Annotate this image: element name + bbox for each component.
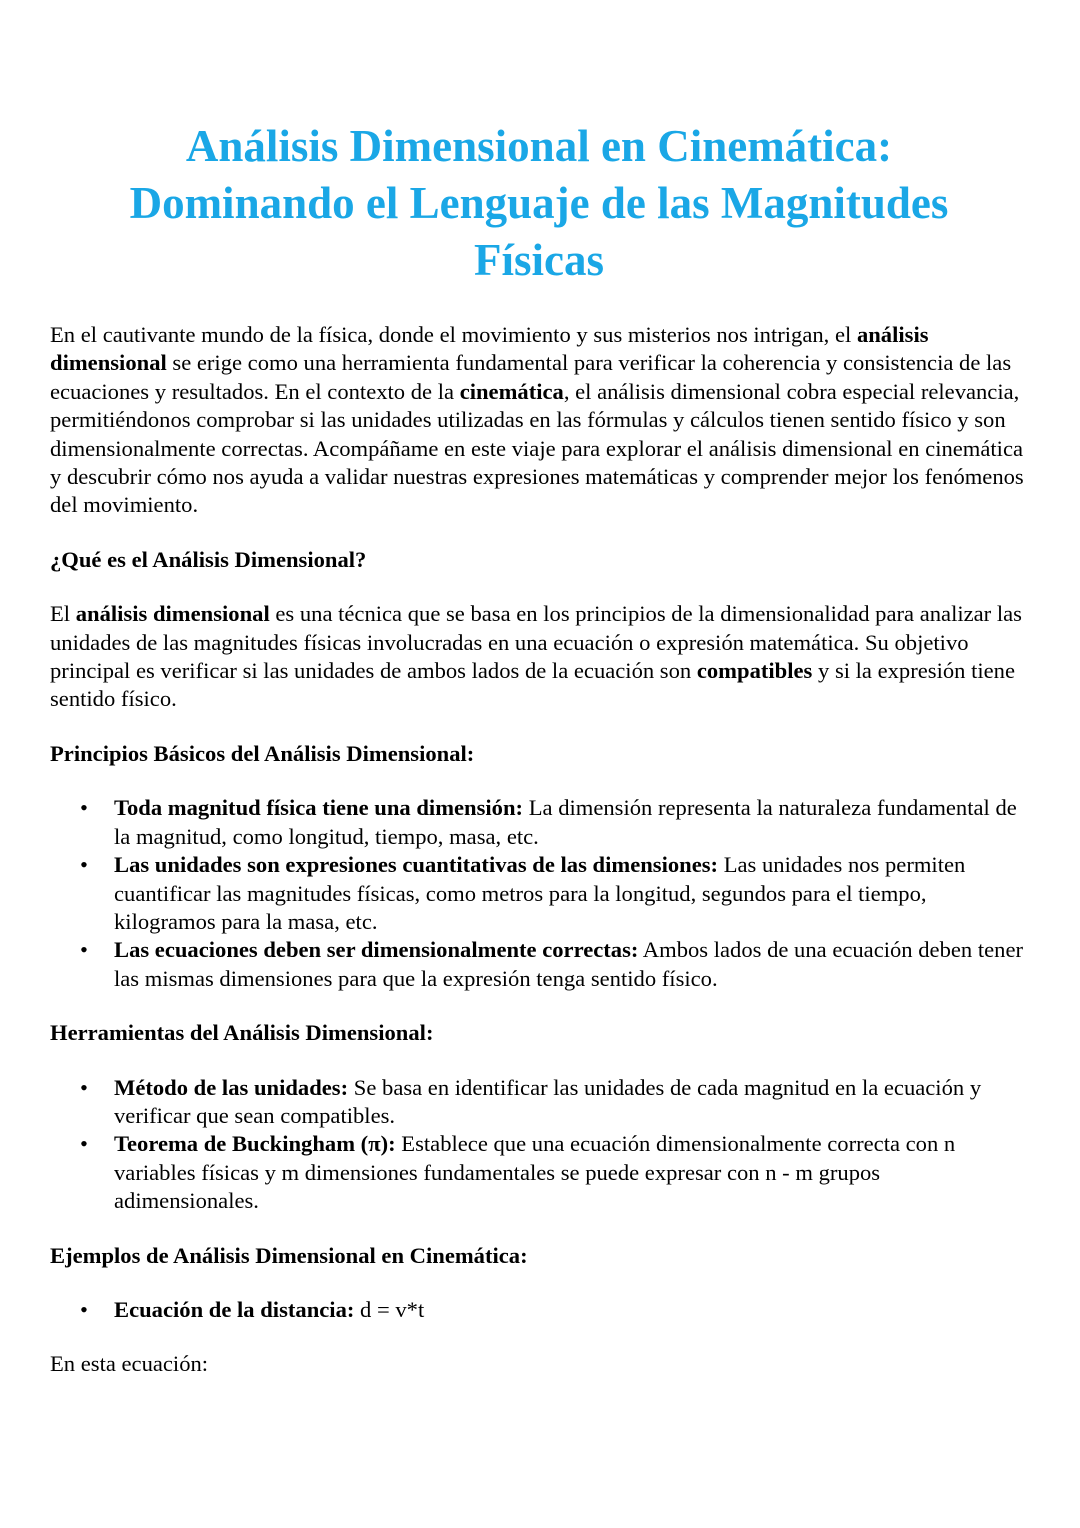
list-item-text: d = v*t xyxy=(354,1296,425,1322)
what-paragraph xyxy=(50,600,1028,714)
list-item-bold: Ecuación de la distancia: xyxy=(114,1296,355,1322)
examples-list xyxy=(50,1296,1028,1324)
closing-paragraph: En esta ecuación: xyxy=(50,1351,209,1377)
bullet-icon: • xyxy=(80,937,88,963)
page-title xyxy=(50,118,1028,289)
bullet-icon: • xyxy=(80,852,88,878)
section-heading-what: ¿Qué es el Análisis Dimensional? xyxy=(50,546,367,572)
what-text-1: El xyxy=(50,601,76,627)
principles-list xyxy=(50,794,1028,993)
list-item-bold: Teorema de Buckingham (π): xyxy=(114,1131,396,1157)
what-text-2: es una técnica que se basa en los principios de la dimensionalidad para analizar las unidades de las magnitudes físicas involucradas en una ecuación o expresión matemática. Su objetivo principal es verificar si las unidades de ambos lados de la ecuación son xyxy=(50,601,1022,684)
list-item xyxy=(50,1130,1028,1215)
what-text-3: y si la expresión tiene sentido físico. xyxy=(50,658,1016,712)
list-item-bold: Método de las unidades: xyxy=(114,1074,349,1100)
list-item xyxy=(50,851,1028,936)
list-item-bold: Toda magnitud física tiene una dimensión: xyxy=(114,795,524,821)
list-item xyxy=(50,794,1028,851)
section-heading-tools: Herramientas del Análisis Dimensional: xyxy=(50,1020,434,1046)
list-item-bold: Las unidades son expresiones cuantitativas de las dimensiones: xyxy=(114,852,719,878)
tools-list xyxy=(50,1074,1028,1216)
intro-text-1: En el cautivante mundo de la física, donde el movimiento y sus misterios nos intrigan, el xyxy=(50,322,857,347)
list-item-bold: Las ecuaciones deben ser dimensionalmente correctas: xyxy=(114,937,639,963)
list-item xyxy=(50,1074,1028,1131)
section-heading-principles: Principios Básicos del Análisis Dimensional: xyxy=(50,740,475,766)
list-item-text: La dimensión representa la naturaleza fundamental de la magnitud, como longitud, tiempo, masa, etc. xyxy=(114,795,1017,849)
bullet-icon: • xyxy=(80,1131,88,1157)
bullet-icon: • xyxy=(80,795,88,821)
section-heading-examples: Ejemplos de Análisis Dimensional en Cinemática: xyxy=(50,1242,528,1268)
title-line-3: Físicas xyxy=(474,235,604,285)
bullet-icon: • xyxy=(80,1296,88,1322)
bullet-icon: • xyxy=(80,1074,88,1100)
list-item-text: Ambos lados de una ecuación deben tener las mismas dimensiones para que la expresión tenga sentido físico. xyxy=(114,937,1023,991)
list-item xyxy=(50,1296,1028,1324)
what-bold-2: compatibles xyxy=(696,658,813,684)
title-line-2: Dominando el Lenguaje de las Magnitudes xyxy=(129,178,949,228)
intro-text-3: , el análisis dimensional cobra especial relevancia, permitiéndonos comprobar si las unidades utilizadas en las fórmulas y cálculos tienen sentido físico y son dimensionalmente correctas. Acompáñame en este viaje para explorar el análisis dimensional en cinemática y descubrir cómo nos ayuda a validar nuestras expresiones matemáticas y comprender mejor los fenómenos del movimiento. xyxy=(50,378,1024,518)
list-item-text: Establece que una ecuación dimensionalmente correcta con n variables físicas y m dimensiones fundamentales se puede expresar con n - m grupos adimensionales. xyxy=(114,1131,956,1214)
intro-bold-2: cinemática xyxy=(459,378,564,404)
title-line-1: Análisis Dimensional en Cinemática: xyxy=(185,121,893,171)
list-item xyxy=(50,936,1028,993)
intro-paragraph xyxy=(50,321,1028,520)
intro-bold-1: análisis dimensional xyxy=(50,322,929,376)
intro-text-2: se erige como una herramienta fundamental para verificar la coherencia y consistencia de las ecuaciones y resultados. En el contexto de la xyxy=(50,350,1012,404)
list-item-text: Se basa en identificar las unidades de cada magnitud en la ecuación y verificar que sean compatibles. xyxy=(114,1074,982,1128)
what-bold-1: análisis dimensional xyxy=(75,601,270,627)
list-item-text: Las unidades nos permiten cuantificar las magnitudes físicas, como metros para la longitud, segundos para el tiempo, kilogramos para la masa, etc. xyxy=(114,852,966,934)
